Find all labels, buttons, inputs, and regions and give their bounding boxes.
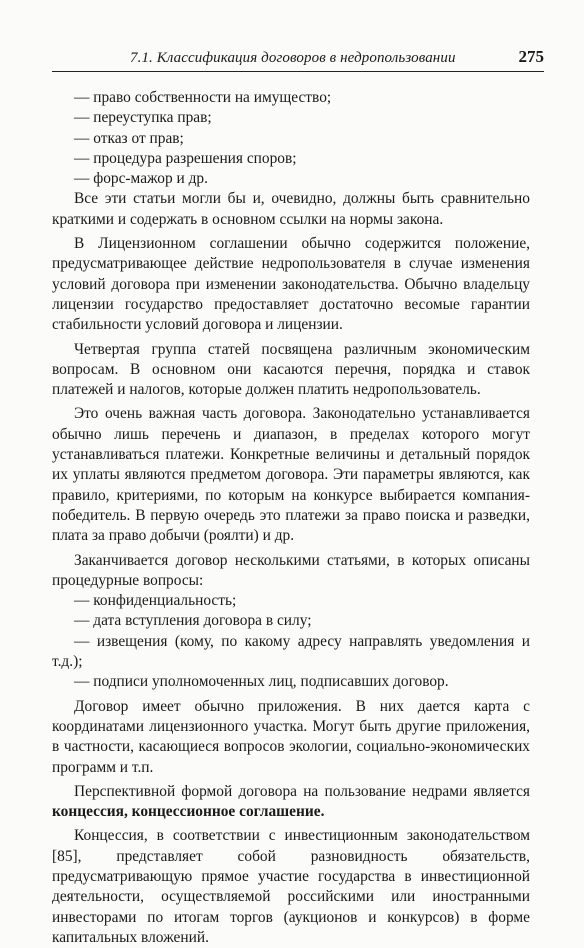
running-header [52,44,544,72]
list-item: — право собственности на имущество; [74,89,332,106]
paragraph: Это очень важная часть договора. Законодательно устанавливается обычно лишь перечень и диапазон, в пределах которого могут устанавливаться платежи. Конкретные величины и детальный порядок их уплаты являются предметом договора. Эти параметры являются, как правило, критериями, по которым на конкурсе выбирается компания-победитель. В первую очередь это платежи за право поиска и разведки, плата за право добычи (роялти) и др. [52,405,530,545]
list-item: — отказ от прав; [74,129,184,147]
list-item: — подписи уполномоченных лиц, подписавших договор. [74,673,449,691]
list-item: — переуступка прав; [74,109,212,127]
paragraph-text: Перспективной формой договора на пользование недрами является [74,782,530,800]
paragraph: В Лицензионном соглашении обычно содержится положение, предусматривающее действие недропользователя в случае изменения условий договора при изменении законодательства. Обычно владельцу лицензии государство предоставляет достаточно весомые гарантии стабильности условий договора и лицензии. [52,235,530,334]
list-item: — дата вступления договора в силу; [74,612,312,630]
list-item: — процедура разрешения споров; [74,149,297,167]
list-item: — форс-мажор и др. [74,170,208,188]
list-item: — конфиденциальность; [74,592,237,610]
page-number: 275 [518,47,544,66]
list-item: — извещения (кому, по какому адресу направлять уведомления и т.д.); [52,632,530,671]
header-rule [52,71,544,72]
paragraph: Все эти статьи могли бы и, очевидно, должны быть сравнительно краткими и содержать в основном ссылки на нормы закона. [52,190,530,228]
page-body [52,88,530,948]
paragraph: Четвертая группа статей посвящена различным экономическим вопросам. В основном они касаются перечня, порядка и ставок платежей и налогов, которые должен платить недропользователь. [52,340,530,399]
paragraph: Договор имеет обычно приложения. В них дается карта с координатами лицензионного участка. Могут быть другие приложения, в частности, касающиеся вопросов экологии, социально-экономических программ и т.п. [52,697,530,776]
running-header-title: 7.1. Классификация договоров в недропользовании [130,50,456,66]
paragraph [52,782,530,823]
paragraph: Заканчивается договор несколькими статьями, в которых описаны процедурные вопросы: [52,551,530,589]
paragraph: Концессия, в соответствии с инвестиционным законодательством [85], представляет собой разновидность обязательств, предусматривающую прямое участие государства в инвестиционной деятельности, осуществляемой российскими или иностранными инвесторами по итогам торгов (аукционов и конкурсов) в форме капитальных вложений. [52,827,530,946]
bold-term: концессия, концессионное соглашение. [52,803,325,821]
